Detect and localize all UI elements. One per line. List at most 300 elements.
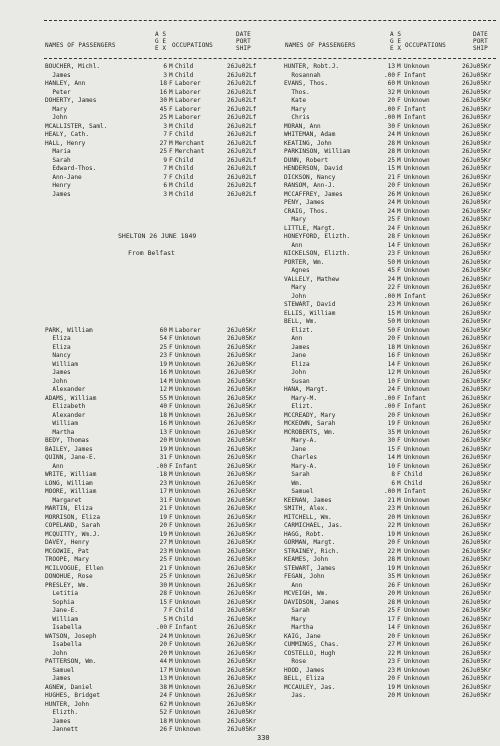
passenger-date-port-ship: 26Ju05Kr bbox=[462, 632, 492, 640]
passenger-date-port-ship: 26Ju05Kr bbox=[462, 326, 492, 334]
passenger-occupation: Unknown bbox=[175, 717, 201, 725]
passenger-sex: M bbox=[169, 360, 173, 368]
passenger-sex: M bbox=[169, 190, 173, 198]
passenger-occupation: Unknown bbox=[404, 556, 430, 563]
right-header-names: NAMES OF PASSENGERS bbox=[285, 42, 356, 49]
passenger-date-port-ship: 26Ju05Kr bbox=[227, 632, 257, 640]
passenger-occupation: Unknown bbox=[404, 250, 430, 257]
passenger-date-port-ship: 26Ju02Lf bbox=[227, 156, 257, 164]
passenger-age: .00 bbox=[155, 624, 167, 631]
passenger-date-port-ship: 26Ju02Lf bbox=[227, 88, 257, 96]
passenger-date-port-ship: 26Ju05Kr bbox=[462, 182, 492, 189]
passenger-row bbox=[284, 242, 498, 251]
passenger-age: .00 bbox=[383, 292, 395, 300]
passenger-age: 23 bbox=[159, 479, 167, 487]
passenger-name: Nancy bbox=[45, 352, 71, 359]
passenger-sex: M bbox=[169, 114, 173, 121]
passenger-sex: F bbox=[397, 352, 401, 359]
passenger-sex: M bbox=[397, 522, 401, 529]
passenger-date-port-ship: 26Ju05Kr bbox=[462, 360, 492, 368]
passenger-sex: F bbox=[397, 632, 401, 640]
passenger-age: 20 bbox=[159, 641, 167, 648]
passenger-sex: M bbox=[169, 539, 173, 546]
passenger-sex: F bbox=[169, 156, 173, 164]
passenger-sex: M bbox=[397, 207, 401, 215]
passenger-occupation: Unknown bbox=[175, 666, 201, 674]
passenger-row bbox=[284, 369, 498, 378]
passenger-sex: F bbox=[397, 284, 401, 291]
passenger-row bbox=[45, 63, 275, 72]
passenger-occupation: Child bbox=[404, 471, 423, 478]
passenger-row bbox=[45, 463, 275, 472]
passenger-date-port-ship: 26Ju05Kr bbox=[227, 420, 257, 427]
passenger-age: 19 bbox=[387, 420, 395, 427]
passenger-occupation: Unknown bbox=[175, 632, 201, 640]
passenger-date-port-ship: 26Ju05Kr bbox=[462, 156, 492, 164]
passenger-age: 17 bbox=[387, 615, 395, 623]
passenger-age: 25 bbox=[159, 556, 167, 563]
passenger-date-port-ship: 26Ju05Kr bbox=[462, 658, 492, 665]
passenger-name: WHITEMAN, Adam bbox=[284, 131, 336, 138]
passenger-row bbox=[45, 497, 275, 506]
passenger-name: BELL, Eliza bbox=[284, 675, 325, 682]
passenger-date-port-ship: 26Ju05Kr bbox=[462, 403, 492, 410]
passenger-age: 31 bbox=[159, 454, 167, 461]
passenger-row bbox=[284, 650, 498, 659]
passenger-date-port-ship: 26Ju05Kr bbox=[462, 165, 492, 172]
right-passenger-list bbox=[284, 63, 498, 701]
passenger-name: SMITH, Alex. bbox=[284, 505, 329, 512]
passenger-occupation: Unknown bbox=[404, 88, 430, 96]
passenger-name: John bbox=[284, 369, 307, 376]
passenger-age: 28 bbox=[159, 590, 167, 597]
passenger-row bbox=[45, 208, 275, 217]
passenger-row bbox=[45, 80, 275, 89]
passenger-name: VALLELY, Mathew bbox=[284, 275, 340, 283]
passenger-age: 20 bbox=[387, 632, 395, 640]
passenger-date-port-ship: 26Ju05Kr bbox=[227, 437, 257, 444]
passenger-date-port-ship: 26Ju05Kr bbox=[462, 275, 492, 283]
passenger-date-port-ship: 26Ju05Kr bbox=[462, 352, 492, 359]
passenger-age: 28 bbox=[387, 233, 395, 240]
passenger-row bbox=[284, 208, 498, 217]
passenger-name: Sophia bbox=[45, 598, 75, 606]
passenger-occupation: Infant bbox=[404, 292, 427, 300]
passenger-name: Eliza bbox=[45, 343, 71, 351]
section-heading: SHELTON 26 JUNE 1849 bbox=[118, 232, 197, 240]
passenger-row bbox=[284, 378, 498, 387]
passenger-age: 14 bbox=[387, 454, 395, 461]
passenger-date-port-ship: 26Ju05Kr bbox=[462, 615, 492, 623]
passenger-sex: F bbox=[169, 105, 173, 113]
passenger-row bbox=[284, 148, 498, 157]
passenger-sex: F bbox=[397, 360, 401, 368]
passenger-row bbox=[45, 531, 275, 540]
passenger-age: 16 bbox=[159, 369, 167, 376]
passenger-date-port-ship: 26Ju05Kr bbox=[462, 590, 492, 597]
passenger-date-port-ship: 26Ju05Kr bbox=[227, 556, 257, 563]
passenger-name: Mary bbox=[284, 284, 307, 291]
passenger-name: BOUCHER, Michl. bbox=[45, 63, 101, 70]
passenger-name: PENY, James bbox=[284, 199, 325, 206]
passenger-name: CARMICHAEL, Jas. bbox=[284, 522, 343, 529]
passenger-occupation: Unknown bbox=[404, 122, 430, 130]
passenger-row bbox=[284, 599, 498, 608]
passenger-date-port-ship: 26Ju02Lf bbox=[227, 122, 257, 130]
passenger-row bbox=[284, 182, 498, 191]
passenger-name: CUMMINGS, Chas. bbox=[284, 641, 340, 648]
passenger-date-port-ship: 26Ju05Kr bbox=[227, 394, 257, 402]
passenger-sex: M bbox=[169, 488, 173, 495]
passenger-name: Alexander bbox=[45, 411, 86, 419]
passenger-date-port-ship: 26Ju05Kr bbox=[462, 250, 492, 257]
passenger-name: Rose bbox=[284, 658, 307, 665]
passenger-name: STRAINEY, Rich. bbox=[284, 547, 340, 555]
passenger-row bbox=[45, 556, 275, 565]
passenger-occupation: Unknown bbox=[404, 658, 430, 665]
passenger-name: DAVEY, Henry bbox=[45, 539, 90, 546]
passenger-row bbox=[284, 191, 498, 200]
passenger-age: 22 bbox=[387, 284, 395, 291]
passenger-row bbox=[284, 684, 498, 693]
passenger-sex: F bbox=[169, 726, 173, 733]
passenger-age: 30 bbox=[159, 581, 167, 589]
passenger-name: DOHERTY, James bbox=[45, 97, 97, 104]
passenger-row bbox=[45, 344, 275, 353]
passenger-date-port-ship: 26Ju05Kr bbox=[462, 258, 492, 266]
passenger-occupation: Unknown bbox=[404, 445, 430, 453]
passenger-date-port-ship: 26Ju05Kr bbox=[227, 352, 257, 359]
passenger-occupation: Unknown bbox=[404, 335, 430, 342]
passenger-date-port-ship: 26Ju05Kr bbox=[462, 428, 492, 436]
passenger-name: MORAN, Ann bbox=[284, 122, 321, 130]
passenger-occupation: Unknown bbox=[175, 377, 201, 385]
passenger-sex: F bbox=[397, 122, 401, 130]
passenger-age: 21 bbox=[159, 505, 167, 512]
passenger-occupation: Unknown bbox=[175, 649, 201, 657]
passenger-name: PATTERSON, Wm. bbox=[45, 658, 97, 665]
passenger-age: 13 bbox=[387, 63, 395, 70]
passenger-name: HEALY, Cath. bbox=[45, 131, 90, 138]
passenger-occupation: Unknown bbox=[175, 641, 201, 648]
passenger-age: 20 bbox=[387, 692, 395, 699]
passenger-sex: F bbox=[169, 496, 173, 504]
passenger-date-port-ship: 26Ju05Kr bbox=[462, 649, 492, 657]
passenger-sex: F bbox=[169, 522, 173, 529]
passenger-row bbox=[45, 310, 275, 319]
passenger-row bbox=[45, 182, 275, 191]
passenger-occupation: Unknown bbox=[404, 284, 430, 291]
passenger-row bbox=[284, 488, 498, 497]
passenger-row bbox=[284, 106, 498, 115]
left-header-age-sex: A S G E E X bbox=[155, 31, 167, 52]
passenger-row bbox=[284, 165, 498, 174]
passenger-row bbox=[45, 276, 275, 285]
passenger-occupation: Laborer bbox=[175, 97, 201, 104]
passenger-occupation: Unknown bbox=[404, 173, 430, 181]
passenger-sex: F bbox=[397, 335, 401, 342]
passenger-date-port-ship: 26Ju05Kr bbox=[462, 284, 492, 291]
passenger-age: 19 bbox=[387, 564, 395, 572]
passenger-age: .00 bbox=[383, 394, 395, 402]
passenger-name: James bbox=[45, 675, 71, 682]
passenger-age: 23 bbox=[387, 658, 395, 665]
passenger-name: GORMAN, Margt. bbox=[284, 539, 336, 546]
passenger-date-port-ship: 26Ju05Kr bbox=[227, 530, 257, 538]
passenger-age: 20 bbox=[159, 522, 167, 529]
passenger-sex: F bbox=[169, 556, 173, 563]
passenger-name: Edward-Thos. bbox=[45, 165, 97, 172]
passenger-occupation: Child bbox=[175, 190, 194, 198]
passenger-age: 35 bbox=[387, 573, 395, 580]
passenger-occupation: Unknown bbox=[404, 590, 430, 597]
passenger-date-port-ship: 26Ju02Lf bbox=[227, 165, 257, 172]
passenger-name: HONEYFORD, Elizth. bbox=[284, 233, 351, 240]
passenger-date-port-ship: 26Ju05Kr bbox=[462, 216, 492, 223]
passenger-date-port-ship: 26Ju05Kr bbox=[227, 683, 257, 691]
passenger-sex: M bbox=[169, 63, 173, 70]
passenger-name: Martha bbox=[284, 624, 314, 631]
passenger-age: 20 bbox=[387, 411, 395, 419]
passenger-sex: M bbox=[169, 632, 173, 640]
passenger-sex: F bbox=[169, 462, 173, 470]
passenger-name: Elizt. bbox=[284, 326, 314, 334]
passenger-sex: F bbox=[397, 105, 401, 113]
passenger-sex: M bbox=[397, 573, 401, 580]
passenger-row bbox=[45, 395, 275, 404]
passenger-sex: M bbox=[397, 683, 401, 691]
passenger-name: Thos. bbox=[284, 88, 310, 96]
passenger-sex: M bbox=[397, 343, 401, 351]
passenger-sex: F bbox=[397, 624, 401, 631]
passenger-occupation: Child bbox=[175, 173, 194, 181]
passenger-occupation: Unknown bbox=[404, 131, 430, 138]
right-header-occupations: OCCUPATIONS bbox=[405, 42, 446, 49]
passenger-row bbox=[45, 429, 275, 438]
passenger-row bbox=[45, 437, 275, 446]
passenger-occupation: Child bbox=[175, 182, 194, 189]
passenger-age: 16 bbox=[159, 88, 167, 96]
passenger-age: 25 bbox=[159, 114, 167, 121]
passenger-sex: M bbox=[169, 122, 173, 130]
passenger-sex: M bbox=[169, 649, 173, 657]
passenger-row bbox=[284, 454, 498, 463]
passenger-occupation: Unknown bbox=[175, 522, 201, 529]
passenger-row bbox=[45, 412, 275, 421]
passenger-row bbox=[45, 131, 275, 140]
passenger-name: MCALLISTER, Saml. bbox=[45, 122, 108, 130]
passenger-sex: F bbox=[397, 403, 401, 410]
passenger-name: LONG, William bbox=[45, 479, 93, 487]
passenger-row bbox=[45, 726, 275, 735]
passenger-name: RANSOM, Ann-J. bbox=[284, 182, 336, 189]
passenger-age: 7 bbox=[163, 165, 167, 172]
passenger-name: Jane bbox=[284, 352, 307, 359]
passenger-row bbox=[45, 106, 275, 115]
left-header-date: DATE PORT SHIP bbox=[236, 31, 251, 52]
passenger-name: MCQUITTY, Wm.J. bbox=[45, 530, 101, 538]
passenger-name: KEAMES, John bbox=[284, 556, 329, 563]
passenger-name: CRAIG, Thos. bbox=[284, 207, 329, 215]
passenger-age: 23 bbox=[387, 301, 395, 308]
passenger-occupation: Child bbox=[175, 165, 194, 172]
passenger-sex: F bbox=[169, 352, 173, 359]
passenger-date-port-ship: 26Ju05Kr bbox=[462, 394, 492, 402]
passenger-sex: M bbox=[169, 88, 173, 96]
passenger-date-port-ship: 26Ju05Kr bbox=[462, 105, 492, 113]
passenger-age: 16 bbox=[387, 352, 395, 359]
passenger-occupation: Unknown bbox=[175, 394, 201, 402]
passenger-name: HENDERSON, David bbox=[284, 165, 343, 172]
passenger-sex: M bbox=[397, 692, 401, 699]
passenger-occupation: Unknown bbox=[404, 386, 430, 393]
passenger-sex: M bbox=[397, 496, 401, 504]
passenger-occupation: Unknown bbox=[404, 301, 430, 308]
passenger-sex: M bbox=[169, 437, 173, 444]
passenger-sex: M bbox=[169, 369, 173, 376]
passenger-row bbox=[284, 318, 498, 327]
passenger-row bbox=[284, 386, 498, 395]
passenger-age: 6 bbox=[391, 479, 395, 487]
passenger-row bbox=[45, 199, 275, 208]
passenger-occupation: Infant bbox=[404, 71, 427, 79]
left-header-names: NAMES OF PASSENGERS bbox=[45, 42, 116, 49]
passenger-row bbox=[284, 497, 498, 506]
passenger-name: MCKEOWN, Sarah bbox=[284, 420, 336, 427]
passenger-row bbox=[284, 658, 498, 667]
passenger-name: DONOHUE, Rose bbox=[45, 573, 93, 580]
passenger-date-port-ship: 26Ju05Kr bbox=[227, 539, 257, 546]
passenger-age: 19 bbox=[159, 530, 167, 538]
passenger-name: WRITE, William bbox=[45, 471, 97, 478]
passenger-occupation: Unknown bbox=[175, 420, 201, 427]
passenger-sex: F bbox=[397, 267, 401, 274]
passenger-date-port-ship: 26Ju05Kr bbox=[227, 471, 257, 478]
passenger-occupation: Laborer bbox=[175, 80, 201, 87]
passenger-row bbox=[284, 539, 498, 548]
passenger-name: James bbox=[284, 343, 310, 351]
passenger-date-port-ship: 26Ju02Lf bbox=[227, 80, 257, 87]
passenger-sex: F bbox=[169, 692, 173, 699]
section-subheading: From Belfast bbox=[128, 249, 175, 257]
passenger-sex: F bbox=[397, 675, 401, 682]
passenger-row bbox=[284, 565, 498, 574]
passenger-date-port-ship: 26Ju05Kr bbox=[227, 547, 257, 555]
passenger-occupation: Unknown bbox=[404, 454, 430, 461]
passenger-row bbox=[284, 412, 498, 421]
passenger-date-port-ship: 26Ju02Lf bbox=[227, 105, 257, 113]
passenger-name: HUNTER, John bbox=[45, 700, 90, 708]
passenger-occupation: Infant bbox=[404, 394, 427, 402]
passenger-sex: F bbox=[169, 403, 173, 410]
passenger-date-port-ship: 26Ju05Kr bbox=[227, 666, 257, 674]
passenger-name: Ann bbox=[284, 241, 303, 249]
passenger-date-port-ship: 26Ju05Kr bbox=[227, 590, 257, 597]
passenger-row bbox=[284, 505, 498, 514]
passenger-occupation: Unknown bbox=[404, 326, 430, 334]
passenger-age: 14 bbox=[387, 360, 395, 368]
passenger-date-port-ship: 26Ju05Kr bbox=[227, 326, 257, 334]
passenger-occupation: Unknown bbox=[404, 190, 430, 198]
passenger-occupation: Unknown bbox=[175, 675, 201, 682]
passenger-sex: F bbox=[169, 454, 173, 461]
passenger-date-port-ship: 26Ju05Kr bbox=[227, 615, 257, 623]
passenger-age: 35 bbox=[387, 428, 395, 436]
passenger-sex: F bbox=[169, 80, 173, 87]
passenger-date-port-ship: 26Ju05Kr bbox=[462, 411, 492, 419]
passenger-age: 62 bbox=[159, 700, 167, 708]
passenger-row bbox=[284, 463, 498, 472]
passenger-date-port-ship: 26Ju05Kr bbox=[462, 683, 492, 691]
passenger-age: 8 bbox=[391, 471, 395, 478]
passenger-sex: M bbox=[169, 547, 173, 555]
passenger-sex: F bbox=[397, 539, 401, 546]
passenger-row bbox=[45, 573, 275, 582]
passenger-row bbox=[45, 352, 275, 361]
passenger-sex: M bbox=[169, 97, 173, 104]
passenger-occupation: Unknown bbox=[404, 360, 430, 368]
passenger-name: James bbox=[45, 369, 71, 376]
passenger-date-port-ship: 26Ju05Kr bbox=[462, 335, 492, 342]
passenger-row bbox=[284, 633, 498, 642]
passenger-occupation: Infant bbox=[404, 114, 427, 121]
passenger-sex: M bbox=[397, 556, 401, 563]
passenger-row bbox=[45, 548, 275, 557]
passenger-age: 18 bbox=[159, 471, 167, 478]
passenger-sex: F bbox=[169, 709, 173, 716]
passenger-name: John bbox=[45, 114, 68, 121]
passenger-age: 30 bbox=[387, 437, 395, 444]
passenger-date-port-ship: 26Ju05Kr bbox=[462, 547, 492, 555]
passenger-sex: M bbox=[169, 445, 173, 453]
passenger-row bbox=[284, 446, 498, 455]
passenger-age: 18 bbox=[159, 717, 167, 725]
passenger-row bbox=[45, 174, 275, 183]
passenger-date-port-ship: 26Ju02Lf bbox=[227, 182, 257, 189]
passenger-date-port-ship: 26Ju02Lf bbox=[227, 131, 257, 138]
passenger-date-port-ship: 26Ju05Kr bbox=[462, 377, 492, 385]
passenger-row bbox=[45, 701, 275, 710]
passenger-date-port-ship: 26Ju05Kr bbox=[462, 292, 492, 300]
passenger-occupation: Unknown bbox=[404, 343, 430, 351]
passenger-name: MCCAFFREY, James bbox=[284, 190, 343, 198]
passenger-date-port-ship: 26Ju05Kr bbox=[462, 530, 492, 538]
passenger-age: 20 bbox=[387, 675, 395, 682]
passenger-row bbox=[45, 471, 275, 480]
passenger-age: 24 bbox=[159, 632, 167, 640]
passenger-occupation: Unknown bbox=[175, 488, 201, 495]
passenger-row bbox=[284, 616, 498, 625]
passenger-occupation: Infant bbox=[175, 624, 198, 631]
passenger-sex: M bbox=[397, 309, 401, 317]
passenger-occupation: Unknown bbox=[175, 437, 201, 444]
passenger-row bbox=[284, 216, 498, 225]
passenger-row bbox=[284, 556, 498, 565]
passenger-age: 50 bbox=[387, 258, 395, 266]
passenger-age: 15 bbox=[387, 165, 395, 172]
passenger-row bbox=[284, 675, 498, 684]
passenger-row bbox=[45, 607, 275, 616]
passenger-name: James bbox=[45, 717, 71, 725]
passenger-age: 19 bbox=[159, 445, 167, 453]
passenger-age: .00 bbox=[383, 105, 395, 113]
passenger-age: 54 bbox=[159, 335, 167, 342]
passenger-occupation: Unknown bbox=[175, 530, 201, 538]
passenger-occupation: Unknown bbox=[404, 97, 430, 104]
passenger-name: ELLIS, William bbox=[284, 309, 336, 317]
passenger-sex: M bbox=[169, 700, 173, 708]
passenger-sex: F bbox=[397, 173, 401, 181]
